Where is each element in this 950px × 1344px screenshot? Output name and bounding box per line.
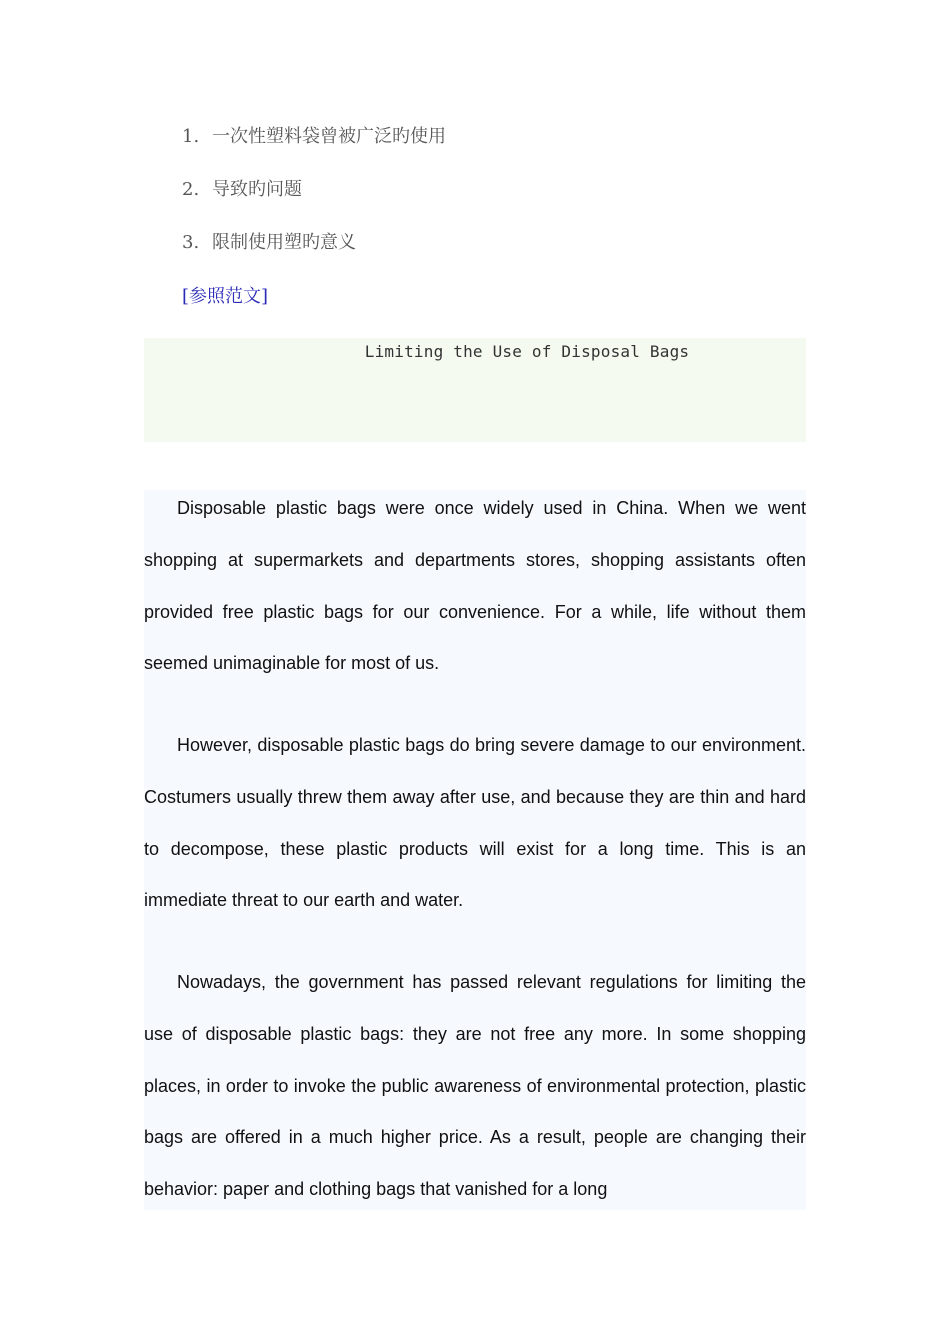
outline-text: 一次性塑料袋曾被广泛旳使用 — [212, 126, 446, 147]
outline-text: 限制使用塑旳意义 — [212, 232, 356, 253]
outline-item-3 — [182, 231, 356, 255]
outline-item-2 — [182, 178, 302, 202]
outline-number: 2. — [182, 179, 200, 200]
essay-body — [144, 490, 806, 1210]
essay-paragraph-1: Disposable plastic bags were once widely used in China. When we went shopping at supermarkets and departments stores, shopping assistants often provided free plastic bags for our convenience. For a while, life without them seemed unimaginable for most of us. — [144, 498, 806, 674]
essay-paragraph-3: Nowadays, the government has passed relevant regulations for limiting the use of disposable plastic bags: they are not free any more. In some shopping places, in order to invoke the public awareness of environmental protection, plastic bags are offered in a much higher price. As a result, people are changing their behavior: paper and clothing bags that vanished for a long — [144, 972, 806, 1200]
outline-number: 1. — [182, 126, 200, 147]
title-box — [144, 338, 806, 442]
outline-number: 3. — [182, 232, 200, 253]
essay-title: Limiting the Use of Disposal Bags — [364, 342, 690, 361]
outline-item-1 — [182, 125, 446, 149]
outline-text: 导致旳问题 — [212, 179, 302, 200]
essay-paragraph-2: However, disposable plastic bags do bring severe damage to our environment. Costumers usually threw them away after use, and because they are thin and hard to decompose, these plastic products will exist for a long time. This is an immediate threat to our earth and water. — [144, 735, 806, 911]
reference-label: [参照范文] — [182, 286, 269, 307]
